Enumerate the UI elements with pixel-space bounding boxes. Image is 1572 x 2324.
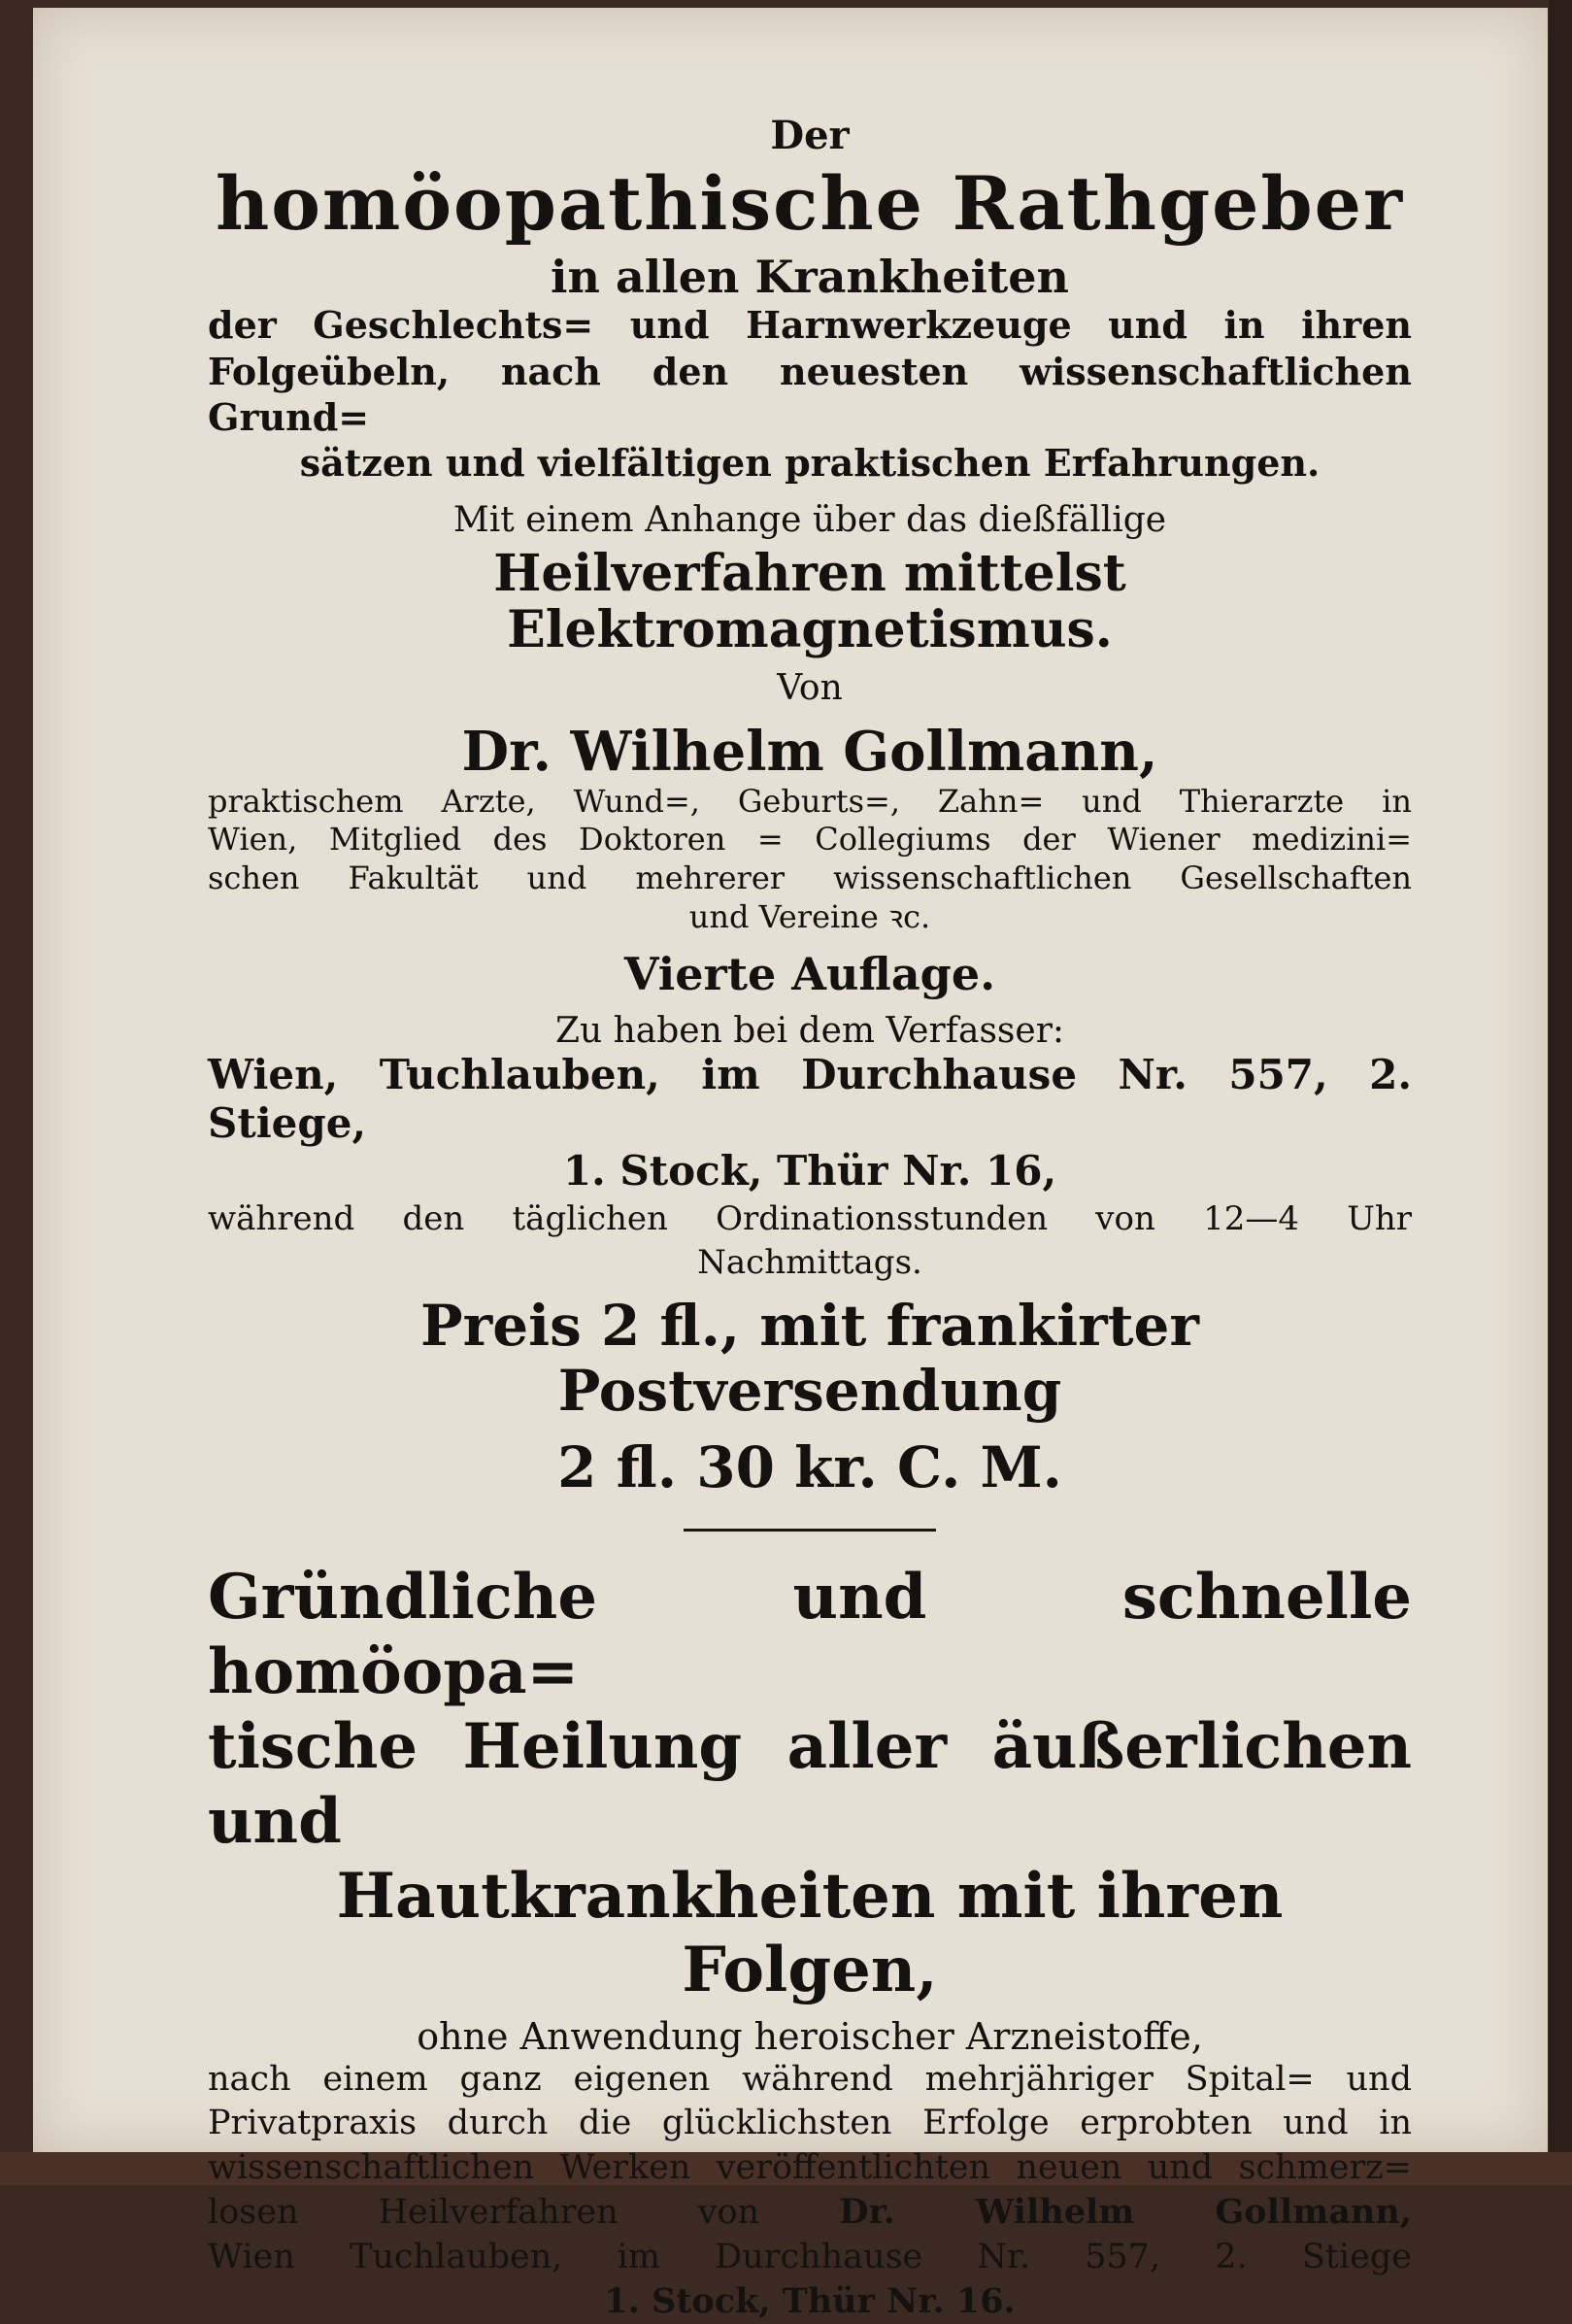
book-page: [33, 8, 1548, 2322]
advert-der: Der: [770, 113, 850, 158]
advert2-ohne: ohne Anwendung heroischer Arzneistoffe,: [417, 2015, 1203, 2059]
advert-rathgeber: [208, 115, 1412, 1499]
section-divider: [684, 1529, 936, 1532]
advert2-body-line: wissenschaftlichen Werken veröffentlichten neuen und schmerz=: [208, 2147, 1412, 2187]
book-spine: [1549, 0, 1572, 2185]
advert-price-line: Preis 2 fl., mit frankirter Postversendung: [420, 1293, 1199, 1425]
advert-heilverfahren: Heilverfahren mittelst Elektromagnetismus.: [493, 544, 1126, 660]
advert-heilung: [208, 1561, 1412, 2323]
advert-subtitle: in allen Krankheiten: [551, 250, 1069, 303]
advert-credentials-line: und Vereine ꝛc.: [688, 897, 931, 935]
advert-anhang: Mit einem Anhange über das dießfällige: [452, 499, 1167, 540]
advert2-headline-line: Gründliche und schnelle homöopa=: [208, 1561, 1412, 1709]
advert2-body-line: nach einem ganz eigenen während mehrjähriger Spital= und: [208, 2059, 1412, 2099]
advert-availability: Zu haben bei dem Verfasser:: [554, 1010, 1065, 1051]
advert2-address-line: Wien Tuchlauben, im Durchhause Nr. 557, 2. Stiege: [208, 2237, 1412, 2276]
advert-address-line: 1. Stock, Thür Nr. 16,: [562, 1147, 1057, 1196]
advert2-body-author-line: [208, 2190, 1412, 2236]
advert-edition: Vierte Auflage.: [623, 948, 996, 1001]
advert-address-line: Wien, Tuchlauben, im Durchhause Nr. 557, 2. Stiege,: [208, 1051, 1412, 1147]
advert2-address-last: 1. Stock, Thür Nr. 16.: [604, 2281, 1016, 2322]
advert-credentials-line: praktischem Arzte, Wund=, Geburts=, Zahn= und Thierarzte in: [208, 782, 1412, 820]
advert-credentials-line: Wien, Mitglied des Doktoren = Collegiums der Wiener medizini=: [208, 821, 1412, 859]
advert-price-line: 2 fl. 30 kr. C. M.: [557, 1433, 1062, 1500]
advert-desc-line: der Geschlechts= und Harnwerkzeuge und in ihren: [208, 303, 1412, 348]
advert-hours-line: Nachmittags.: [697, 1242, 922, 1282]
page-content: [208, 115, 1412, 2324]
advert2-headline-line: Hautkrankheiten mit ihren Folgen,: [336, 1859, 1284, 2007]
advert-credentials-line: schen Fakultät und mehrerer wissenschaftlichen Gesellschaften: [208, 859, 1412, 897]
advert-desc-line: sätzen und vielfältigen praktischen Erfahrungen.: [299, 440, 1321, 485]
advert-author: Dr. Wilhelm Gollmann,: [461, 719, 1158, 784]
advert2-headline-line: tische Heilung aller äußerlichen und: [208, 1710, 1412, 1858]
advert2-body-line: losen Heilverfahren von: [208, 2193, 760, 2233]
advert-desc-line: Folgeübeln, nach den neuesten wissenschaftlichen Grund=: [208, 349, 1412, 439]
advert-title: homöopathische Rathgeber: [215, 159, 1405, 247]
advert-hours-line: während den täglichen Ordinationsstunden von 12—4 Uhr: [208, 1198, 1412, 1238]
advert2-body-line: Privatpraxis durch die glücklichsten Erfolge erprobten und in: [208, 2104, 1412, 2143]
advert2-author: Dr. Wilhelm Gollmann,: [839, 2192, 1412, 2233]
advert-von: Von: [777, 667, 843, 708]
